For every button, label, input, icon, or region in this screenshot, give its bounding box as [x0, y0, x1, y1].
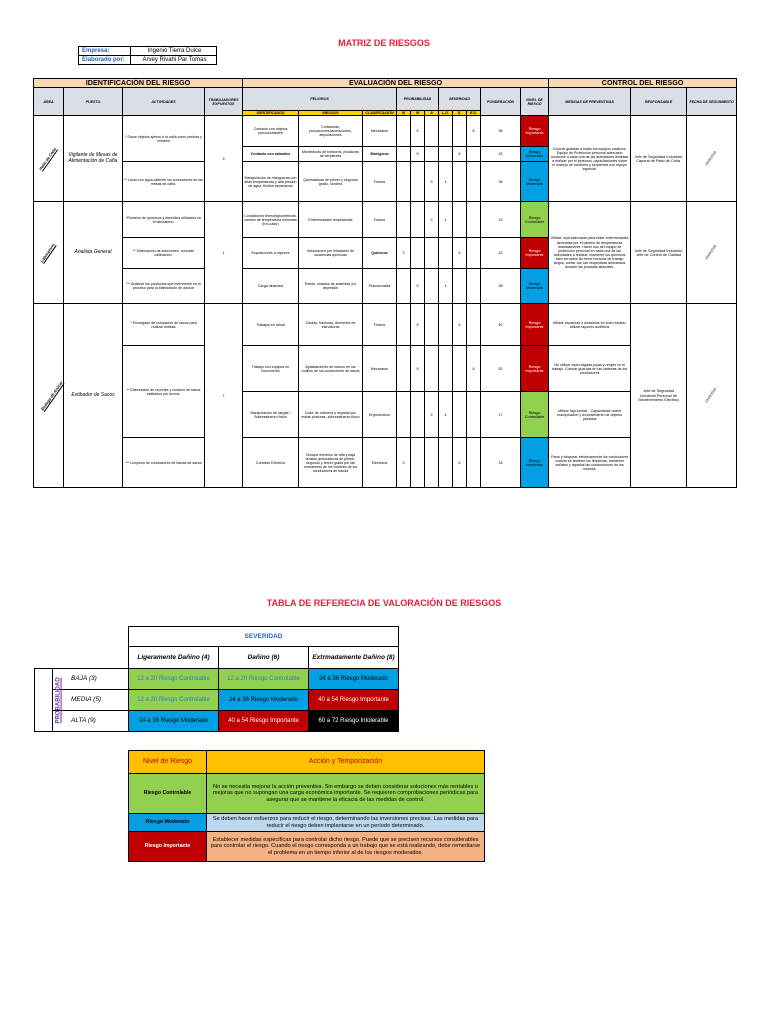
m-cell — [411, 392, 425, 438]
blank-corner — [53, 647, 129, 669]
actividad-cell: ** Elaboración de soluciones, cuncade calibración. — [123, 238, 205, 269]
a-cell — [425, 269, 439, 304]
table-row — [129, 832, 485, 862]
actividad-cell: *** Limpieza de conductores de banda de sacos — [123, 438, 205, 488]
ed-cell — [467, 162, 481, 202]
header-fecha: FECHA DE SEGUIMIENTO — [687, 88, 737, 116]
table-row — [34, 304, 737, 346]
puesto-cell: Estibador de Sacos — [64, 304, 123, 488]
identificado-cell: Condiciones termohigrométricas, cambio de temperatura extremas (frío-calor) — [243, 202, 299, 238]
identificado-cell: Manipulación de cargas / Sobreesfuerzo físico — [243, 392, 299, 438]
ed-cell — [467, 147, 481, 162]
identificado-cell: Trabajos en altura — [243, 304, 299, 346]
identificado-cell: Carga dinámica — [243, 269, 299, 304]
medidas-cell: Parar y bloquear eléctricamente los conductores cuando se realicen los limpiezas, mantener señales y tapados las conducciones de los motores. — [549, 438, 631, 488]
ld-cell — [439, 438, 453, 488]
area-label: Laboratorio — [39, 241, 57, 263]
d-cell — [453, 392, 467, 438]
trabajadores-cell: 3 — [205, 116, 243, 202]
ed-cell — [467, 392, 481, 438]
header-ed: E.D. — [467, 111, 481, 116]
nivel-cell: Riesgo Importante — [521, 346, 549, 392]
riesgo-cell: Choque eléctrico de alta y baja tensión,quemaduras de primer, segundo y tercer grado por las conexiones de los motores de los conductores de banda — [299, 438, 363, 488]
ponderacion-cell: 33 — [481, 438, 521, 488]
b-cell: 3 — [397, 438, 411, 488]
medidas-cell: Utilizar ropa adecuada para evitar enfermedades derivadas por el cambio de temperaturas drásticamente. Hacer uso del equipo de protección personal en cada una de las actividades a realizar, mantener los químicos bien cerrados No tener horarios de trabajo largos, contar con las respectivas descansos durante las jornadas laborales. — [549, 202, 631, 304]
actividad-cell: * Sacar objetos ajenos a la caña como piedras y metales — [123, 116, 205, 162]
a-cell — [425, 147, 439, 162]
d-cell: 6 — [453, 147, 467, 162]
ed-cell — [467, 238, 481, 269]
elaborado-value: Arvey Rivahi Par Tomas — [131, 56, 217, 65]
ld-cell: 4 — [439, 269, 453, 304]
a-cell: 9 — [425, 162, 439, 202]
header-m: M — [411, 111, 425, 116]
a-cell: 9 — [425, 202, 439, 238]
responsable-cell: Jefe de Seguridad Industrial, Jefe de Control de Calidad — [631, 202, 687, 304]
puesto-cell: Analista General — [64, 202, 123, 304]
ponderacion-cell: 15 — [481, 202, 521, 238]
header-puesto: PUESTO — [64, 88, 123, 116]
nivel-cell: Riesgo Controlable — [129, 774, 207, 814]
riesgo-cell: Enfermedades respiratorias — [299, 202, 363, 238]
riesgo-cell: Estrés, estados de ansiedad y/o depresión — [299, 269, 363, 304]
ed-cell: 8 — [467, 346, 481, 392]
medidas-cell: Colocar guardas a todas los equipos rotativos. Equipo de Protección personal adecuado conforme a cada una de las actividades distintas a realizar por el personal, capacitaciones sobre el manejo de roedores y serpientes con equipo especial. — [549, 116, 631, 202]
fecha-cell — [687, 304, 737, 488]
actividad-cell: ** Elaboración de reportes y cuadros de sacos estibados por turnos. — [123, 346, 205, 438]
identificado-cell: Manipulación de mangueras con altas temperaturas y alta presión de agua, fluidos expansivos — [243, 162, 299, 202]
medidas-cell: Utilizar escaleras o andamios en buen estado, utilizar tapones auditivos — [549, 304, 631, 346]
ref-cell: 40 a 54 Riesgo Importante — [309, 690, 399, 711]
m-cell — [411, 238, 425, 269]
ref-cell: 12 a 20 Riesgo Controlable — [129, 669, 219, 690]
riesgo-cell: Cortaduras, punzaciones,laceraciones, amputaciones — [299, 116, 363, 147]
b-cell — [397, 162, 411, 202]
clasificacion-cell: Biológicos — [363, 147, 397, 162]
accion-cell: Establecer medidas específicas para controlar dicho riesgo. Puede que se precisen recursos considerables para controlar el riesgo. Cuando el riesgo corresponda a un trabajo que se está realizando, debe remediarse el problema en un tiempo inferior al de los riesgos moderados. — [207, 832, 485, 862]
riesgo-cell: Intoxicación por inhalación de sustancias químicas — [299, 238, 363, 269]
header-b: B — [397, 111, 411, 116]
nivel-cell: Riesgo Importante — [129, 832, 207, 862]
row-header: MEDIA (5) — [53, 690, 129, 711]
clasificacion-cell: Mecánicos — [363, 116, 397, 147]
ref-cell: 40 a 54 Riesgo Importante — [219, 711, 309, 732]
header-peligros: PELIGROS — [243, 88, 397, 111]
actividad-cell: *Revisión de químicos y utensilios utilizados en el laboratorio. — [123, 202, 205, 238]
b-cell — [397, 392, 411, 438]
severidad-header: SEVERIDAD — [129, 627, 399, 647]
puesto-cell: Vigilante de Mesas de Alimentación de Caña — [64, 116, 123, 202]
section-identificacion: IDENTIFICACIÓN DEL RIESGO — [34, 79, 243, 88]
reference-table — [34, 626, 399, 732]
d-cell — [453, 269, 467, 304]
m-cell — [411, 162, 425, 202]
table-row — [129, 774, 485, 814]
b-cell — [397, 147, 411, 162]
table-row — [34, 116, 737, 147]
m-cell: 5 — [411, 304, 425, 346]
elaborado-label: Elaborado por: — [79, 56, 131, 65]
blank-corner — [35, 647, 53, 669]
d-cell — [453, 346, 467, 392]
actividad-cell: * Encargado de colocación de sacos para realizar estibas — [123, 304, 205, 346]
medidas-cell: No utilizar ropa holgada,joyas y relojes en el trabajo. Colocar guardas en las cadenas de los conductores — [549, 346, 631, 392]
d-cell — [453, 202, 467, 238]
risk-matrix — [33, 78, 737, 488]
a-cell — [425, 438, 439, 488]
identificado-cell: Exposiciones a vapores — [243, 238, 299, 269]
clasificacion-cell: Físicos — [363, 202, 397, 238]
ld-cell: 4 — [439, 392, 453, 438]
ponderacion-cell: 36 — [481, 162, 521, 202]
area-cell — [34, 116, 64, 202]
header-ld: L.D. — [439, 111, 453, 116]
ponderacion-cell: 42 — [481, 238, 521, 269]
fecha-cell — [687, 116, 737, 202]
trabajadores-cell: 1 — [205, 202, 243, 304]
ed-cell — [467, 202, 481, 238]
riesgo-cell: Quemaduras de primer y segundo grado, sordera — [299, 162, 363, 202]
nivel-cell: Riesgo Controlable — [521, 392, 549, 438]
a-cell — [425, 346, 439, 392]
blank-corner — [35, 627, 53, 647]
area-cell — [34, 202, 64, 304]
ref-cell: 60 a 72 Riesgo Intolerable — [309, 711, 399, 732]
nivel-cell: Riesgo Moderado — [521, 147, 549, 162]
a-cell: 9 — [425, 392, 439, 438]
fecha-label: 12/05/2019 — [704, 150, 718, 167]
clasificacion-cell: Mecánicos — [363, 346, 397, 392]
header-riesgos: RIESGOS — [299, 111, 363, 116]
table-row — [129, 814, 485, 832]
responsable-cell: Jefe de Seguridad Industrial,Personal de Mantenimiento Eléctrico — [631, 304, 687, 488]
d-cell: 6 — [453, 238, 467, 269]
header-a: A — [425, 111, 439, 116]
empresa-label: Empresa: — [79, 47, 131, 56]
header-trabajadores: TRABAJADORES EXPUESTOS — [205, 88, 243, 116]
clasificacion-cell: Físicos — [363, 304, 397, 346]
actividad-cell: *** Analizar los productos que intervienen en el proceso para la elaboración de azúcar — [123, 269, 205, 304]
d-cell — [453, 162, 467, 202]
ref-cell: 24 a 36 Riesgo Moderado — [219, 690, 309, 711]
nivel-cell: Riesgo Importante — [521, 116, 549, 147]
ponderacion-cell: 58 — [481, 116, 521, 147]
ld-cell — [439, 346, 453, 392]
ld-cell: 4 — [439, 162, 453, 202]
nivel-cell: Riesgo Importante — [521, 304, 549, 346]
col-header: Dañino (6) — [219, 647, 309, 669]
ed-cell: 8 — [467, 116, 481, 147]
medidas-cell: Utilizar faja lumbar . Capacitación sobre manipulacion y levantamiento de objetos pesados — [549, 392, 631, 438]
ref-title: TABLA DE REFERECIA DE VALORACIÓN DE RIESGOS — [266, 598, 502, 608]
m-cell: 5 — [411, 346, 425, 392]
ld-cell — [439, 147, 453, 162]
probabilidad-label: PROBABILIDAD — [55, 676, 62, 723]
b-cell — [397, 269, 411, 304]
area-label: Patio de Caña — [38, 146, 58, 171]
nivel-cell: Riesgo Moderado — [521, 269, 549, 304]
ref-cell: 24 a 36 Riesgo Moderado — [129, 711, 219, 732]
header-responsable: RESPONSABLE — [631, 88, 687, 116]
header-area: ÁREA — [34, 88, 64, 116]
ponderacion-cell: 40 — [481, 304, 521, 346]
area-cell — [34, 304, 64, 488]
nivel-cell: Riesgo Moderado — [521, 162, 549, 202]
header-ponderacion: PONDERACIÓN — [481, 88, 521, 116]
b-cell — [397, 116, 411, 147]
m-cell: 5 — [411, 116, 425, 147]
nivel-header: Nivel de Riesgo — [129, 751, 207, 774]
m-cell: 5 — [411, 147, 425, 162]
nivel-cell: Riesgo Moderado — [521, 438, 549, 488]
ref-cell: 12 a 20 Riesgo Controlable — [219, 669, 309, 690]
ld-cell — [439, 304, 453, 346]
header-actividades: ACTIVIDADES — [123, 88, 205, 116]
accion-cell: No se necesita mejorar la acción preventiva. Sin embargo se deben considerar soluciones más rentables o mejoras que no supongan una carga económica importante. Se requieren comprobaciones periódicas para asegurar que se mantiene la eficacia de las medidas de control. — [207, 774, 485, 814]
table-row — [34, 202, 737, 238]
row-header: ALTA (9) — [53, 711, 129, 732]
ponderacion-cell: 25 — [481, 147, 521, 162]
ed-cell — [467, 269, 481, 304]
header-identificados: IDENTIFICADOS — [243, 111, 299, 116]
trabajadores-cell: 7 — [205, 304, 243, 488]
d-cell: 6 — [453, 438, 467, 488]
probabilidad-header — [35, 669, 62, 732]
section-control: CONTROL DEL RIESGO — [549, 79, 737, 88]
ref-cell: 12 a 20 Riesgo Controlable — [129, 690, 219, 711]
responsable-cell: Jefe de Seguridad Industrial, Caporal de Patio de Caña. — [631, 116, 687, 202]
riesgo-cell: Caídas, fracturas, derrumbe de estructuras — [299, 304, 363, 346]
b-cell — [397, 346, 411, 392]
clasificacion-cell: Eléctricos — [363, 438, 397, 488]
section-evaluacion: EVALUACIÓN DEL RIESGO — [243, 79, 549, 88]
ref-cell: 24 a 36 Riesgo Moderado — [309, 669, 399, 690]
b-cell — [397, 202, 411, 238]
row-header: BAJA (3) — [53, 669, 129, 690]
identificado-cell: Contacto con animales — [243, 147, 299, 162]
riesgo-cell: Aplastamiento de manos en los rodillos de los conductores de sacos — [299, 346, 363, 392]
fecha-cell — [687, 202, 737, 304]
m-cell — [411, 438, 425, 488]
ed-cell — [467, 438, 481, 488]
ponderacion-cell: 52 — [481, 346, 521, 392]
d-cell: 6 — [453, 304, 467, 346]
nivel-cell: Riesgo Importante — [521, 238, 549, 269]
clasificacion-cell: Ergonómicos — [363, 392, 397, 438]
ld-cell — [439, 116, 453, 147]
b-cell: 3 — [397, 238, 411, 269]
a-cell — [425, 304, 439, 346]
col-header: Extrmadamente Dañino (8) — [309, 647, 399, 669]
header-d: D. — [453, 111, 467, 116]
riesgo-cell: Mordeduras de roedores, picaduras de serpientes — [299, 147, 363, 162]
header-clasificacion: CLASIFICACIÓN — [363, 111, 397, 116]
area-label: Bodega de Azúcar — [39, 379, 64, 412]
actividad-cell: ** Lavar con agua caliente los conductores de las mesas de caña. — [123, 162, 205, 202]
ponderacion-cell: 17 — [481, 392, 521, 438]
m-cell — [411, 202, 425, 238]
blank-corner — [53, 627, 129, 647]
header-probabilidad: PROBABILIDAD — [397, 88, 439, 111]
identificado-cell: Trabajo con equipos en movimiento — [243, 346, 299, 392]
accion-cell: Se deben hacer esfuerzos para reducir el riesgo, determinando las inversiones precisas. Las medidas para reducir el riesgo deben implantarse en un período determinado. — [207, 814, 485, 832]
col-header: Ligeramente Dañino (4) — [129, 647, 219, 669]
fecha-label: 12/05/2019 — [704, 244, 718, 261]
header-severidad: SEVERIDAD — [439, 88, 481, 111]
clasificacion-cell: Psicosociales — [363, 269, 397, 304]
page-title: MATRIZ DE RIESGOS — [338, 38, 430, 48]
m-cell: 5 — [411, 269, 425, 304]
fecha-label: 12/05/2019 — [704, 387, 718, 404]
identificado-cell: Contacto con objetos punzocortantes — [243, 116, 299, 147]
b-cell — [397, 304, 411, 346]
header-nivel: NIVEL DE RIESGO — [521, 88, 549, 116]
ld-cell — [439, 238, 453, 269]
info-table — [78, 46, 217, 65]
a-cell — [425, 238, 439, 269]
ed-cell — [467, 304, 481, 346]
accion-header: Acción y Temporización — [207, 751, 485, 774]
nivel-cell: Riesgo Moderado — [129, 814, 207, 832]
nivel-cell: Riesgo Controlable — [521, 202, 549, 238]
ld-cell: 4 — [439, 202, 453, 238]
clasificacion-cell: Físicos — [363, 162, 397, 202]
empresa-value: Ingenio Tierra Dulce — [131, 47, 217, 56]
d-cell — [453, 116, 467, 147]
action-table — [128, 750, 485, 862]
ponderacion-cell: 28 — [481, 269, 521, 304]
header-medidas: MEDIDAS DE PREVENTIVAS — [549, 88, 631, 116]
a-cell — [425, 116, 439, 147]
clasificacion-cell: Químicos — [363, 238, 397, 269]
identificado-cell: Contacto Eléctrico — [243, 438, 299, 488]
riesgo-cell: Dolor de columna y espalda por malas posturas, sobreesfuerzo físico — [299, 392, 363, 438]
